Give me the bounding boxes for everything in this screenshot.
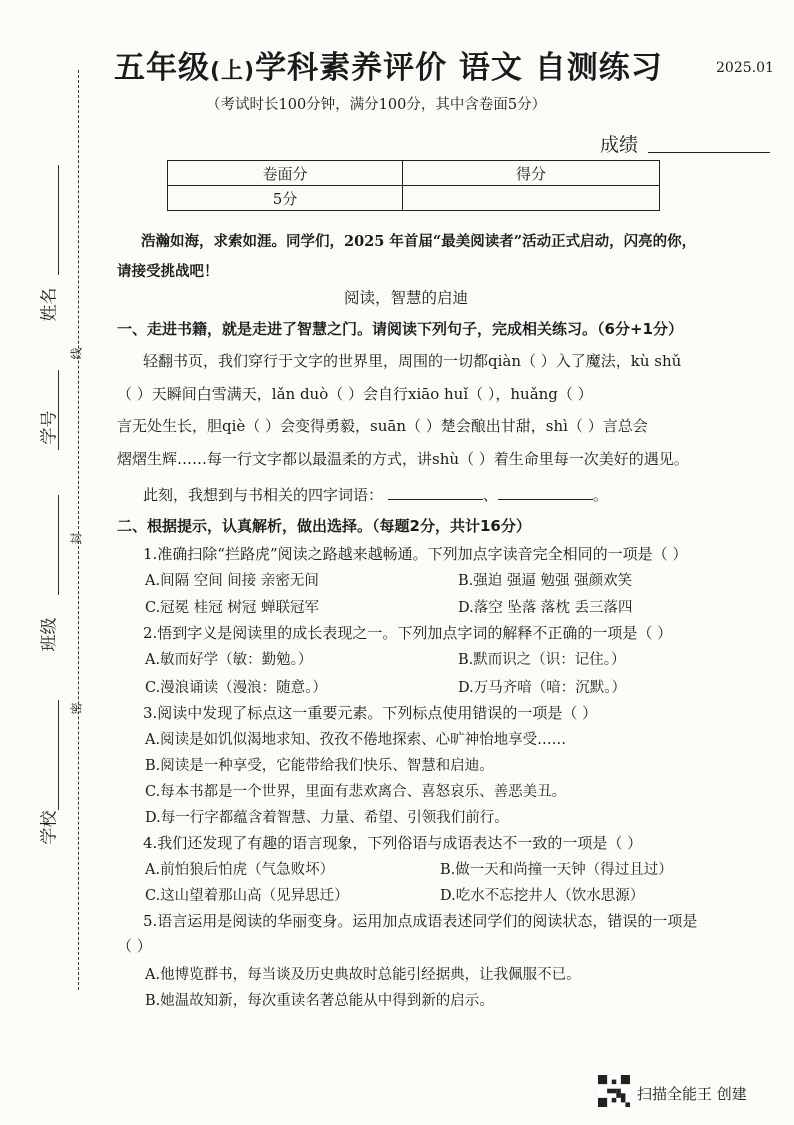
q2-option-d[interactable]: D.万马齐喑（喑：沉默。）	[458, 680, 626, 696]
q5-option-a[interactable]: A.他博览群书，每当谈及历史典故时总能引经据典，让我佩服不已。	[145, 967, 581, 983]
idiom-end: 。	[592, 486, 608, 504]
q3-option-a[interactable]: A.阅读是如饥似渴地求知、孜孜不倦地探索、心旷神怡地享受……	[145, 732, 567, 748]
q3-option-d[interactable]: D.每一行字都蕴含着智慧、力量、希望、引领我们前行。	[145, 810, 509, 826]
part1-line-1: 轻翻书页，我们穿行于文字的世界里，周围的一切都qiàn（ ）入了魔法，kù shǔ	[143, 352, 682, 370]
exam-date: 2025.01	[716, 60, 774, 76]
score-blank[interactable]	[648, 152, 770, 153]
q1-stem: 1.准确扫除“拦路虎”阅读之路越来越畅通。下列加点字读音完全相同的一项是（ ）	[143, 545, 688, 563]
idiom-blank-1[interactable]	[388, 485, 483, 500]
q1-option-a[interactable]: A.间隔 空间 间接 亲密无间	[145, 573, 319, 589]
q4-option-d[interactable]: D.吃水不忘挖井人（饮水思源）	[440, 888, 645, 904]
points-value[interactable]	[403, 186, 660, 211]
q1-option-c[interactable]: C.冠冕 桂冠 树冠 蝉联冠军	[145, 600, 320, 616]
name-line	[58, 165, 59, 275]
title-subject: 学科素养评价 语文 自测练习	[255, 50, 663, 86]
intro-line-1: 浩瀚如海，求索如涯。同学们，2025 年首届“最美阅读者”活动正式启动，闪亮的你，	[141, 233, 697, 250]
binding-secret-mark: 密	[69, 702, 84, 715]
idiom-separator: 、	[482, 486, 498, 504]
intro-line-2: 请接受挑战吧！	[117, 263, 219, 280]
neatness-value: 5分	[168, 186, 403, 211]
q2-option-b[interactable]: B.默而识之（识：记住。）	[458, 652, 626, 668]
part1-line-3: 言无处生长，胆qiè（ ）会变得勇毅，suān（ ）楚会酿出甘甜，shì（ ）言总会	[117, 417, 648, 435]
q5-stem: 5.语言运用是阅读的华丽变身。运用加点成语表述同学们的阅读状态，错误的一项是	[143, 912, 698, 930]
title-term: (上)	[210, 59, 256, 84]
q5-answer-paren[interactable]: （ ）	[117, 937, 152, 955]
part1-line-4: 熠熠生辉……每一行文字都以最温柔的方式，讲shù（ ）着生命里每一次美好的遇见。	[117, 450, 689, 468]
score-label: 成绩	[600, 134, 639, 156]
q4-option-a[interactable]: A.前怕狼后怕虎（气急败坏）	[145, 862, 335, 878]
scanner-watermark: 扫描全能王 创建	[637, 1085, 747, 1103]
school-label: 学校	[39, 810, 60, 845]
q2-option-c[interactable]: C.漫浪诵读（漫浪：随意。）	[145, 680, 327, 696]
page-title	[114, 42, 663, 87]
binding-dashed-line	[78, 70, 79, 990]
q1-option-d[interactable]: D.落空 坠落 落枕 丢三落四	[458, 600, 633, 616]
q3-stem: 3.阅读中发现了标点这一重要元素。下列标点使用错误的一项是（ ）	[143, 704, 598, 722]
q3-option-c[interactable]: C.每本书都是一个世界，里面有悲欢离合、喜怒哀乐、善恶美丑。	[145, 784, 567, 800]
student-id-label: 学号	[39, 410, 60, 445]
score-table	[167, 160, 660, 211]
name-label: 姓名	[39, 287, 60, 322]
idiom-prompt-text: 此刻，我想到与书相关的四字词语：	[143, 486, 384, 504]
q3-option-b[interactable]: B.阅读是一种享受，它能带给我们快乐、智慧和启迪。	[145, 758, 494, 774]
neatness-header: 卷面分	[168, 161, 403, 186]
binding-seal-mark: 封	[69, 532, 84, 545]
q2-option-a[interactable]: A.敏而好学（敏：勤勉。）	[145, 652, 313, 668]
q2-stem: 2.悟到字义是阅读里的成长表现之一。下列加点字词的解释不正确的一项是（ ）	[143, 624, 673, 642]
qr-code-icon	[598, 1075, 630, 1107]
idiom-blank-2[interactable]	[498, 485, 593, 500]
section-heading: 阅读，智慧的启迪	[344, 289, 469, 307]
points-header: 得分	[403, 161, 660, 186]
school-line	[58, 700, 59, 810]
part1-title: 一、走进书籍，就是走进了智慧之门。请阅读下列句子，完成相关练习。（6分+1分）	[117, 320, 683, 338]
binding-line-mark: 线	[69, 347, 84, 360]
q5-option-b[interactable]: B.她温故知新，每次重读名著总能从中得到新的启示。	[145, 993, 494, 1009]
part1-line-2: （ ）天瞬间白雪满天，lǎn duò（ ）会自行xiāo huǐ（ ），huǎng（ ）	[117, 385, 593, 403]
part2-title: 二、根据提示，认真解析，做出选择。（每题2分，共计16分）	[117, 517, 531, 535]
q4-option-c[interactable]: C.这山望着那山高（见异思迁）	[145, 888, 349, 904]
part1-idiom-prompt	[143, 484, 608, 505]
q4-stem: 4.我们还发现了有趣的语言现象，下列俗语与成语表达不一致的一项是（ ）	[143, 834, 643, 852]
q1-option-b[interactable]: B.强迫 强逼 勉强 强颜欢笑	[458, 573, 633, 589]
exam-info: （考试时长100分钟，满分100分，其中含卷面5分）	[206, 97, 547, 113]
class-label: 班级	[39, 617, 60, 652]
class-line	[58, 495, 59, 595]
title-grade: 五年级	[114, 50, 210, 86]
q4-option-b[interactable]: B.做一天和尚撞一天钟（得过且过）	[440, 862, 673, 878]
